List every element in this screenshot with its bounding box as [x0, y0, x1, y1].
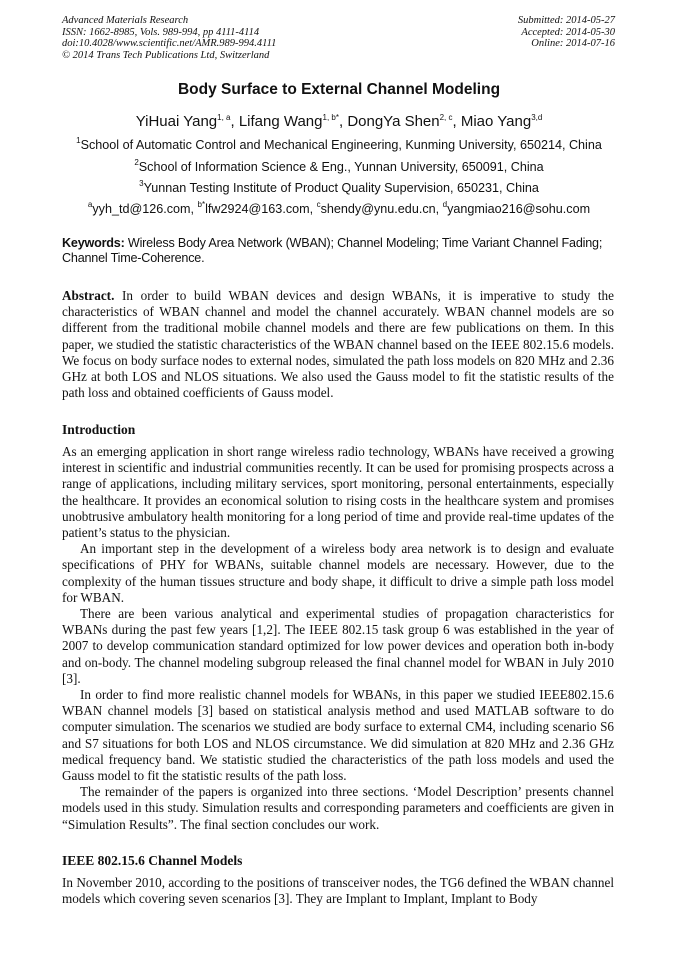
paragraph: As an emerging application in short range wireless radio technology, WBANs have received a growing interest in scientific and industrial communities recently. It can be used for promising prospects across a range of applications, including military services, sport monitoring, personal entertainments, especially the healthcare. It provides an economical solution to rising costs in the healthcare system and promises unobtrusive ambulatory health monitoring for a long period of time and provide real-time updates of the patient’s status to the physician. — [62, 444, 614, 541]
author: Miao Yang$^{3,d}$ — [460, 113, 543, 130]
journal-info — [62, 15, 276, 61]
paragraph: The remainder of the papers is organized into three sections. ‘Model Description’ presents channel models used in this study. Simulation results and corresponding parameters and coefficients are given in “Simulation Results”. The final section concludes our work. — [62, 784, 614, 832]
affiliation: $^3$Yunnan Testing Institute of Product Quality Supervision, 650231, China — [139, 179, 539, 195]
doi: doi:10.4028/www.scientific.net/AMR.989-994.4111 — [62, 38, 277, 49]
accepted-date: Accepted: 2014-05-30 — [521, 26, 615, 38]
paragraph: In order to find more realistic channel models for WBANs, in this paper we studied IEEE802.15.6 WBAN channel models [3] based on statistical analysis method and used MATLAB software to do computer simulation. The scenarios we studied are body surface to external CM4, including scenario S6 and S7 situations for both LOS and NLOS circumstance. We did simulation at 820 MHz and 2.36 GHz medical frequency band. We statistic studied the characteristics of the path loss models and used the Gauss model to fit the statistic results of the path loss. — [62, 687, 614, 784]
dates-info — [518, 15, 615, 50]
introduction-body — [62, 444, 614, 833]
paragraph: In November 2010, according to the positions of transceiver nodes, the TG6 defined the WBAN channel models which covering seven scenarios [3]. They are Implant to Implant, Implant to Body — [62, 875, 614, 907]
paper-title: Body Surface to External Channel Modeling — [177, 81, 501, 98]
issn: ISSN: 1662-8985, Vols. 989-994, pp 4111-4114 — [62, 26, 260, 38]
emails: $^a$yyh_td@126.com, $^{b*}$lfw2924@163.com, $^c$shendy@ynu.edu.cn, $^d$yangmiao216@sohu.com — [87, 200, 591, 216]
channel-models-body — [62, 875, 614, 907]
paragraph: There are been various analytical and experimental studies of propagation characteristics for WBANs during the past few years [1,2]. The IEEE 802.15 task group 6 was established in the year of 2007 to develop communication standard optimized for low power devices and operation both in-body and on-body. The channel modeling subgroup released the final channel model for WBAN in July 2010 [3]. — [62, 606, 614, 686]
journal-name: Advanced Materials Research — [62, 15, 189, 26]
author: YiHuai Yang$^{1, a}$, — [135, 113, 239, 130]
affiliation: $^1$School of Automatic Control and Mechanical Engineering, Kunming University, 650214, China — [76, 136, 602, 152]
affiliation: $^2$School of Information Science & Eng., Yunnan University, 650091, China — [134, 158, 544, 174]
author: Lifang Wang$^{1, b*}$, — [238, 113, 348, 130]
copyright: © 2014 Trans Tech Publications Ltd, Switzerland — [62, 49, 270, 61]
submitted-date: Submitted: 2014-05-27 — [517, 15, 615, 26]
abstract: Abstract. In order to build WBAN devices and design WBANs, it is imperative to study the characteristics of WBAN channel and model the channel accurately. WBAN channel models are so different from the traditional mobile channel models and there are few publications on them. In this paper, we studied the statistic characteristics of the WBAN channel based on the IEEE 802.15.6 models. We focus on body surface nodes to external nodes, simulated the path loss models on 820 MHz and 2.36 GHz at both LOS and NLOS situations. We also used the Gauss model to fit the statistic results of the path loss and obtained coefficients of Gauss model. — [62, 288, 614, 401]
section-heading-channel-models: IEEE 802.15.6 Channel Models — [62, 853, 243, 868]
author: DongYa Shen$^{2, c}$, — [347, 113, 461, 130]
paragraph: An important step in the development of a wireless body area network is to design and evaluate specifications of PHY for WBANs, suitable channel models are necessary. However, due to the complexity of the human tissues structure and body shape, it difficult to drive a simple path loss model for WBAN. — [62, 541, 614, 605]
section-heading-introduction: Introduction — [62, 422, 136, 437]
authors — [0, 113, 678, 130]
keywords: Keywords: Wireless Body Area Network (WBAN); Channel Modeling; Time Variant Channel Fading; Channel Time-Coherence. — [62, 236, 603, 265]
online-date: Online: 2014-07-16 — [531, 38, 615, 49]
